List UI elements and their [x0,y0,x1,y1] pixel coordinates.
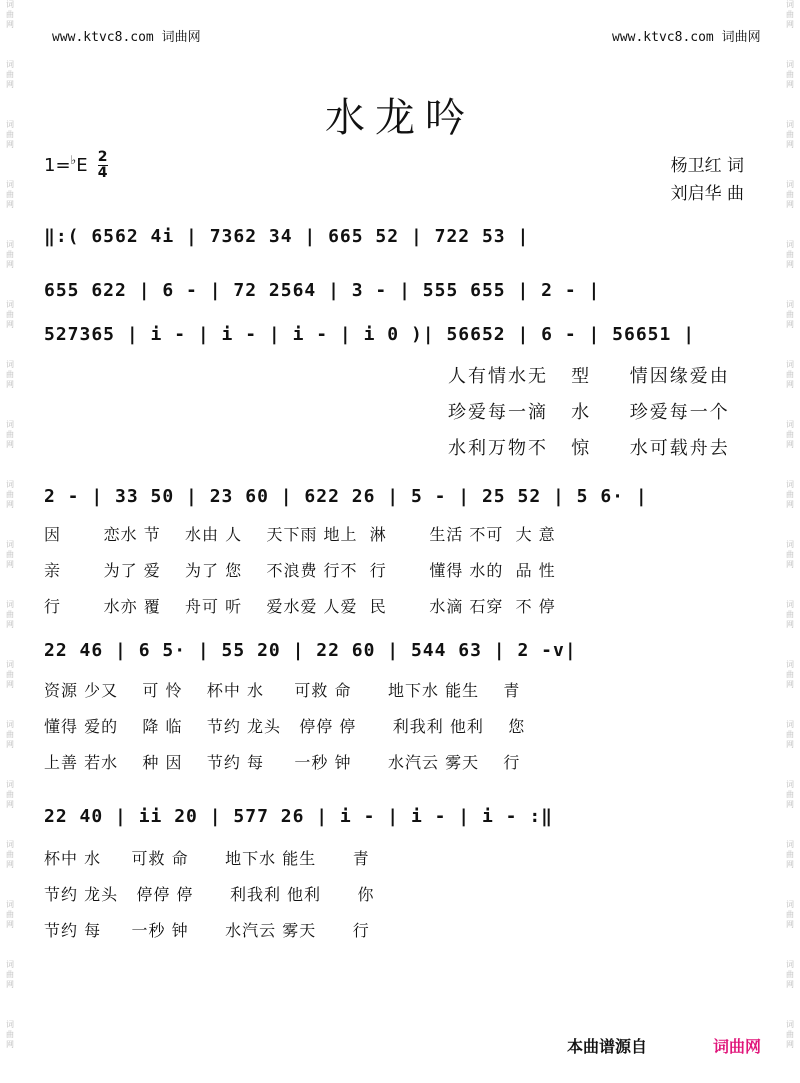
side-watermark: 词 曲 网 [786,480,794,509]
side-watermark: 词 曲 网 [786,0,794,29]
header-site-right-url: www.ktvc8.com [612,30,714,45]
side-watermark: 词 曲 网 [6,180,14,209]
side-watermark: 词 曲 网 [786,900,794,929]
side-watermark: 词 曲 网 [6,0,14,29]
left-watermark-strip [0,0,20,1083]
time-top: 2 [97,149,108,165]
side-watermark: 词 曲 网 [786,1020,794,1049]
header-site-left-cn: 词曲网 [161,30,201,45]
side-watermark: 词 曲 网 [6,840,14,869]
side-watermark: 词 曲 网 [786,600,794,629]
header-site-left [52,26,201,45]
line5-lyric-2: 懂得 爱的 降 临 节约 龙头 停停 停 利我利 他利 您 [44,717,526,736]
line3-lyric-2: 珍爱每一滴 水 珍爱每一个 [448,402,730,423]
key-signature [44,150,108,181]
song-title: 水龙吟 [325,95,475,141]
footer-brand: 词曲网 [713,1037,762,1056]
score-line-3: 527365 | i - | i - | i - | i 0 )| 56652 | 6 - | 56651 | [44,324,696,345]
side-watermark: 词 曲 网 [786,720,794,749]
side-watermark: 词 曲 网 [786,360,794,389]
credits [671,152,744,208]
side-watermark: 词 曲 网 [786,300,794,329]
time-signature [98,150,108,181]
line4-lyric-2: 亲 为了 爱 为了 您 不浪费 行不 行 懂得 水的 品 性 [44,561,556,580]
line5-lyric-1: 资源 少又 可 怜 杯中 水 可救 命 地下水 能生 青 [44,681,521,700]
header-site-left-url: www.ktvc8.com [52,30,154,45]
side-watermark: 词 曲 网 [6,960,14,989]
side-watermark: 词 曲 网 [6,60,14,89]
lyricist: 杨卫红 词 [670,156,744,176]
line5-lyric-3: 上善 若水 种 因 节约 每 一秒 钟 水汽云 雾天 行 [44,753,521,772]
side-watermark: 词 曲 网 [786,120,794,149]
line6-lyric-1: 杯中 水 可救 命 地下水 能生 青 [44,849,370,868]
key-note: E [76,155,88,176]
side-watermark: 词 曲 网 [6,360,14,389]
key-label: 1= [44,155,71,176]
side-watermark: 词 曲 网 [6,540,14,569]
footer-source-label: 本曲谱源自 [567,1037,648,1056]
side-watermark: 词 曲 网 [6,420,14,449]
side-watermark: 词 曲 网 [6,900,14,929]
header-site-right-cn: 词曲网 [721,30,761,45]
side-watermark: 词 曲 网 [6,1020,14,1049]
line3-lyric-1: 人有情水无 型 情因缘爱由 [448,366,730,387]
side-watermark: 词 曲 网 [786,420,794,449]
side-watermark: 词 曲 网 [6,600,14,629]
line4-lyric-1: 因 恋水 节 水由 人 天下雨 地上 淋 生活 不可 大 意 [44,525,556,544]
side-watermark: 词 曲 网 [6,480,14,509]
line3-lyric-3: 水利万物不 惊 水可载舟去 [448,438,730,459]
score-line-6: 22 40 | ii 20 | 577 26 | i - | i - | i - :‖ [44,806,553,827]
side-watermark: 词 曲 网 [786,960,794,989]
side-watermark: 词 曲 网 [786,840,794,869]
score-line-5: 22 46 | 6 5· | 55 20 | 22 60 | 544 63 | 2 -v| [44,640,577,661]
side-watermark: 词 曲 网 [6,120,14,149]
side-watermark: 词 曲 网 [786,180,794,209]
side-watermark: 词 曲 网 [786,660,794,689]
header-site-right [612,26,761,45]
score-line-1: ‖:( 6562 4i | 7362 34 | 665 52 | 722 53 | [44,226,530,247]
side-watermark: 词 曲 网 [6,660,14,689]
side-watermark: 词 曲 网 [786,60,794,89]
side-watermark: 词 曲 网 [786,780,794,809]
line6-lyric-2: 节约 龙头 停停 停 利我利 他利 你 [44,885,375,904]
line4-lyric-3: 行 水亦 覆 舟可 听 爱水爱 人爱 民 水滴 石穿 不 停 [44,597,556,616]
score-line-2: 655 622 | 6 - | 72 2564 | 3 - | 555 655 | 2 - | [44,280,601,301]
line6-lyric-3: 节约 每 一秒 钟 水汽云 雾天 行 [44,921,370,940]
time-bottom: 4 [97,165,108,181]
side-watermark: 词 曲 网 [6,300,14,329]
side-watermark: 词 曲 网 [6,720,14,749]
composer: 刘启华 曲 [670,184,744,204]
score-line-4: 2 - | 33 50 | 23 60 | 622 26 | 5 - | 25 52 | 5 6· | [44,486,648,507]
right-watermark-strip [780,0,800,1083]
side-watermark: 词 曲 网 [786,540,794,569]
side-watermark: 词 曲 网 [786,240,794,269]
side-watermark: 词 曲 网 [6,240,14,269]
side-watermark: 词 曲 网 [6,780,14,809]
flat-symbol: ♭ [70,152,77,167]
